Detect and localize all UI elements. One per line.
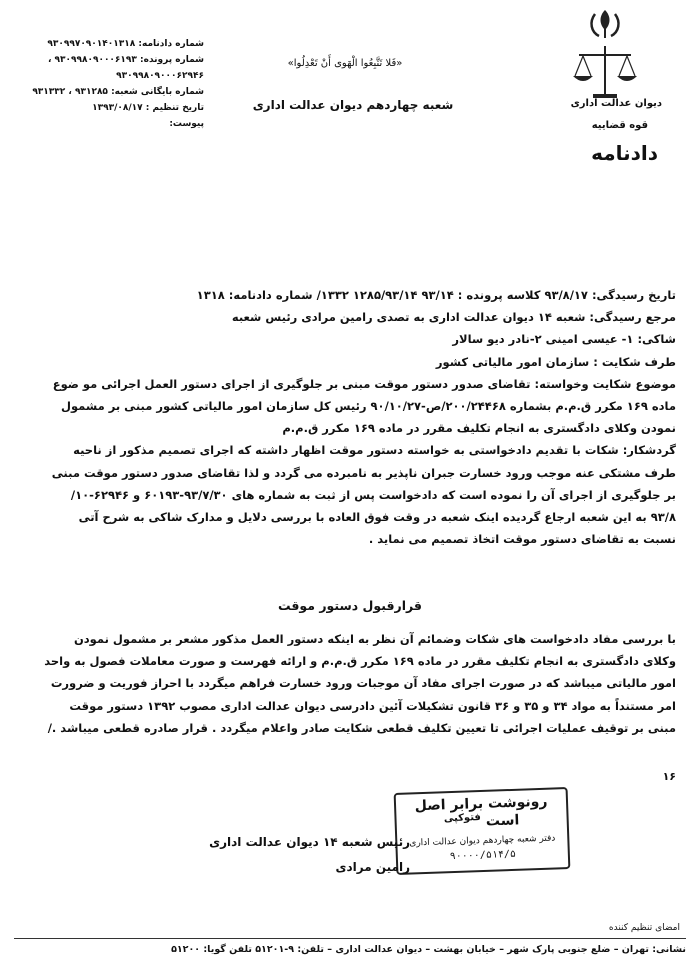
stamp-office: دفتر شعبه چهاردهم دیوان عدالت اداری [409, 833, 556, 849]
meta-line: ۹۳۰۹۹۸۰۹۰۰۰۶۲۹۴۶ [116, 71, 204, 81]
footer-address: نشانی: تهران – ضلع جنوبی پارک شهر – خیابان بهشت – دیوان عدالت اداری – تلفن: ۹-۵۱۲۰۱ تلفن گویا: ۵۱۲۰۰ [171, 944, 686, 955]
footer-divider [14, 938, 686, 939]
judiciary-emblem-icon [565, 6, 645, 106]
branch-title: شعبه چهاردهم دیوان عدالت اداری [252, 98, 454, 112]
doc-type-title: دادنامه [591, 141, 658, 165]
ruling-line: امر مستنداً به مواد ۳۴ و ۳۵ و ۳۶ قانون تشکیلات آئین دادرسی دیوان عدالت اداری مصوب ۱۳۹۲ دستور موقت [69, 698, 676, 713]
meta-line: شماره پرونده: ۹۳۰۹۹۸۰۹۰۰۰۶۱۹۳ ، [47, 55, 204, 65]
page-number: ۱۶ [662, 770, 676, 783]
ruling-line: وکلای دادگستری به انجام تکلیف مقرر در ماده ۱۶۹ مکرر ق.م.م و ارائه فهرست و صورت معاملات فصول به واحد [44, 654, 676, 669]
body-line: مرجع رسیدگی: شعبه ۱۴ دیوان عدالت اداری به تصدی رامین مرادی رئیس شعبه [231, 310, 676, 325]
ruling-line: امور مالیاتی میباشد که در صورت اجرای مفاد آن موجبات ورود خسارت فراهم میگردد با احراز فوریت و ضرورت [50, 676, 676, 691]
org-name: دیوان عدالت اداری [570, 98, 662, 109]
body-line: طرف مشتکی عنه موجب ورود خسارت جبران ناپذیر به نامبرده می گردد و لذا تقاضای صدور دستور موقت مبنی [51, 465, 676, 480]
body-line: شاکی: ۱- عیسی امینی ۲-نادر دیو سالار [452, 332, 676, 347]
meta-line: شماره دادنامه: ۹۳۰۹۹۷۰۹۰۱۴۰۱۳۱۸ [47, 39, 204, 49]
ruling-line: مبنی بر توقیف عملیات اجرائی تا تعیین تکلیف قطعی شکایت صادر واعلام میگردد . قرار صادره قطعی میباشد ./ [47, 720, 676, 735]
stamp-number: ۹۰۰۰۰/۵۱۴/۵ [449, 848, 517, 862]
body-line: ماده ۱۶۹ مکرر ق.م.م بشماره ۲۰۰/۲۴۴۶۸/ص-۹۰/۱۰/۲۷ رئیس کل سازمان امور مالیاتی کشور مبنی بر مشمول [60, 398, 676, 413]
body-line: طرف شکایت : سازمان امور مالیاتی کشور [435, 354, 676, 369]
body-line: نمودن وکلای دادگستری به انجام تکلیف مقرر در ماده ۱۶۹ مکرر ق.م.م [282, 421, 676, 436]
case-meta [14, 36, 204, 132]
case-details [16, 284, 676, 550]
ruling-text [16, 628, 676, 739]
signatory-title: رئیس شعبه ۱۴ دیوان عدالت اداری [209, 835, 410, 849]
stamp-text: رونوشت برابر اصل است $^{فتوکپی}$ [414, 793, 548, 830]
body-line: موضوع شکایت وخواسته: تقاضای صدور دستور موقت مبنی بر جلوگیری از اجرای دستور العمل اجرائی مو ضوع [52, 376, 676, 391]
body-line: ۹۳/۸ به این شعبه ارجاع گردیده اینک شعبه در وقت فوق العاده با بررسی دلایل و مدارک شاکی به شرح آتی [78, 509, 676, 524]
certified-copy-stamp [394, 787, 571, 875]
org-subtitle: قوه قضاییه [591, 120, 648, 131]
body-line: نسبت به تقاضای دستور موقت اتخاذ تصمیم می نماید . [368, 532, 676, 547]
quran-verse: «فَلا تَتَّبِعُوا الْهَوى أَنْ تَعْدِلُوا» [287, 58, 403, 69]
meta-line: تاریخ تنظیم : ۱۳۹۳/۰۸/۱۷ [92, 103, 204, 113]
body-line: گردشکار: شکات با تقدیم دادخواستی به خواسته دستور موقت اظهار داشته که اجرای تصمیم مذکور از ناحیه [73, 443, 676, 458]
meta-line: پیوست: [169, 119, 204, 129]
meta-line: شماره بایگانی شعبه: ۹۳۱۲۸۵ ، ۹۳۱۳۳۲ [32, 87, 204, 97]
preparer-signature-label: امضای تنظیم کننده [608, 923, 680, 933]
body-line: بر جلوگیری از اجرای آن را نموده است که دادخواست پس از ثبت به شماره های ۹۳/۷/۳۰-۶۰۱۹۳ و ۶۲۹۴۶-۱۰/ [70, 487, 676, 502]
ruling-title: قرارقبول دستور موقت [278, 598, 422, 613]
body-line: تاریخ رسیدگی: ۹۳/۸/۱۷ کلاسه پرونده : ۹۳/۱۴ ۱۲۸۵/۹۳/۱۴ ۱۳۳۲/ شماره دادنامه: ۱۳۱۸ [196, 288, 676, 302]
ruling-line: با بررسی مفاد دادخواست های شکات وضمائم آن نظر به اینکه دستور العمل مذکور مشعر بر مشمول نمودن [73, 632, 676, 646]
signatory-name: رامین مرادی [335, 860, 410, 874]
